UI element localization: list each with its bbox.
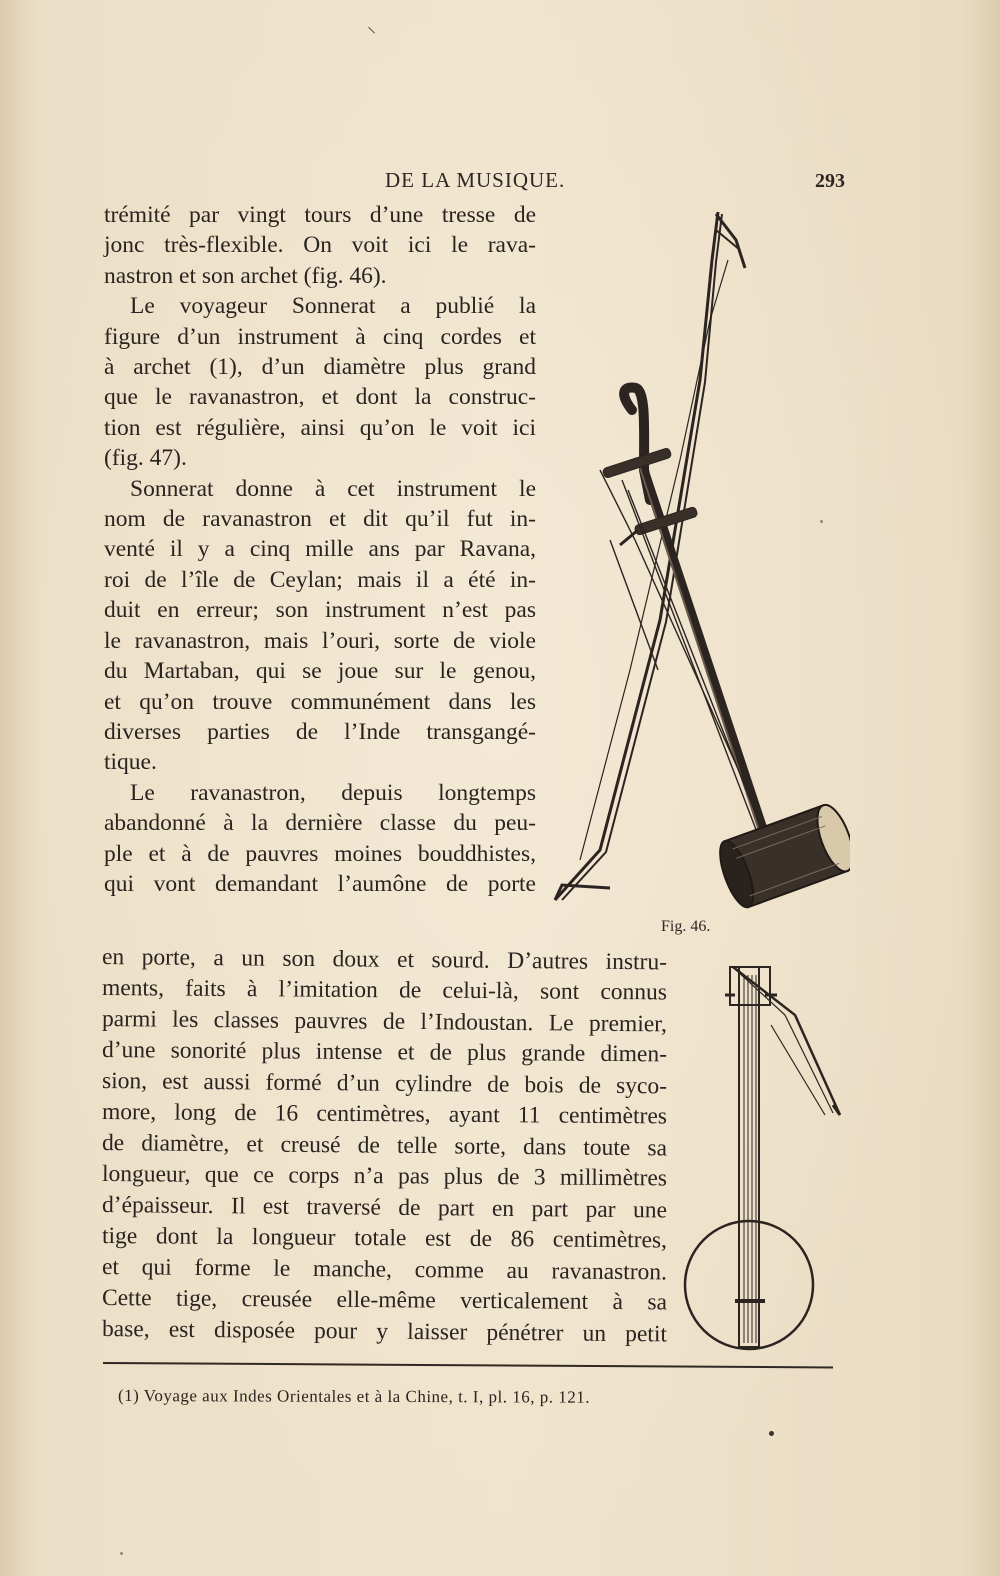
text-line: venté il y a cinq mille ans par Ravana, (104, 536, 536, 563)
text-line: ments, faits à l’imitation de celui-là, sont connus (101, 975, 668, 1006)
text-line: que le ravanastron, et dont la construc- (104, 384, 536, 411)
text-line: base, est disposée pour y laisser pénétrer un petit (101, 1316, 668, 1348)
text-line: figure d’un instrument à cinq cordes et (104, 323, 536, 350)
text-line: nom de ravanastron et dit qu’il fut in- (104, 506, 536, 533)
stray-mark: ⸜ (367, 16, 376, 36)
bow-drawing (555, 212, 745, 900)
text-line: de diamètre, et creusé de telle sorte, dans toute sa (101, 1130, 668, 1162)
text-line: à archet (1), d’un diamètre plus grand (104, 354, 536, 381)
text-line: du Martaban, qui se joue sur le genou, (104, 658, 536, 685)
page-number: 293 (815, 170, 845, 192)
text-line: en porte, a un son doux et sourd. D’autres instru- (101, 944, 668, 976)
text-line: tion est régulière, ainsi qu’on le voit ici (104, 414, 536, 441)
text-line: diverses parties de l’Inde transgangé- (104, 718, 536, 745)
text-line: ple et à de pauvres moines bouddhistes, (104, 840, 536, 867)
text-line: Sonnerat donne à cet instrument le (130, 475, 536, 502)
ink-speck (120, 1552, 123, 1555)
text-line: roi de l’île de Ceylan; mais il a été in- (104, 566, 536, 593)
text-line: Le voyageur Sonnerat a publié la (130, 293, 536, 320)
text-line: more, long de 16 centimètres, ayant 11 centimètres (101, 1099, 668, 1130)
text-line: Cette tige, creusée elle-même verticalement à sa (101, 1285, 668, 1316)
text-line: et qu’on trouve communément dans les (104, 688, 536, 715)
five-string-instrument-illustration (675, 955, 850, 1365)
text-line: longueur, que ce corps n’a pas plus de 3 millimètres (101, 1161, 668, 1192)
text-line: et qui forme le manche, comme au ravanastron. (101, 1254, 668, 1286)
body-text-narrow-column (104, 200, 536, 899)
text-line: duit en erreur; son instrument n’est pas (104, 597, 536, 624)
text-line: tige dont la longueur totale est de 86 centimètres, (101, 1223, 668, 1254)
text-line: tique. (104, 749, 157, 776)
text-line: parmi les classes pauvres de l’Indoustan. Le premier, (101, 1006, 668, 1038)
text-line: le ravanastron, mais l’ouri, sorte de viole (104, 627, 536, 654)
body-cylinder-drawing (713, 801, 850, 912)
text-line: trémité par vingt tours d’une tresse de (104, 202, 536, 228)
body-text-wide-column (101, 942, 668, 1348)
text-line: nastron et son archet (fig. 46). (104, 262, 387, 289)
text-line: jonc très-flexible. On voit ici le rava- (104, 232, 536, 259)
text-line: d’épaisseur. Il est traversé de part en part par une (101, 1192, 668, 1224)
text-line: Le ravanastron, depuis longtemps (130, 779, 536, 806)
ink-speck (769, 1431, 774, 1436)
ink-speck (820, 520, 823, 523)
footnote: (1) Voyage aux Indes Orientales et à la Chine, t. I, pl. 16, p. 121. (117, 1386, 591, 1407)
text-line: d’une sonorité plus intense et de plus grande dimen- (101, 1037, 668, 1068)
ravanastron-illustration (540, 200, 850, 920)
text-line: qui vont demandant l’aumône de porte (104, 870, 536, 897)
text-line: (fig. 47). (104, 445, 187, 472)
strings-drawing (600, 470, 770, 840)
running-title: DE LA MUSIQUE. (385, 168, 566, 192)
text-line: sion, est aussi formé d’un cylindre de bois de syco- (101, 1068, 668, 1100)
text-line: abandonné à la dernière classe du peu- (104, 810, 536, 837)
figure-caption: Fig. 46. (661, 918, 711, 935)
